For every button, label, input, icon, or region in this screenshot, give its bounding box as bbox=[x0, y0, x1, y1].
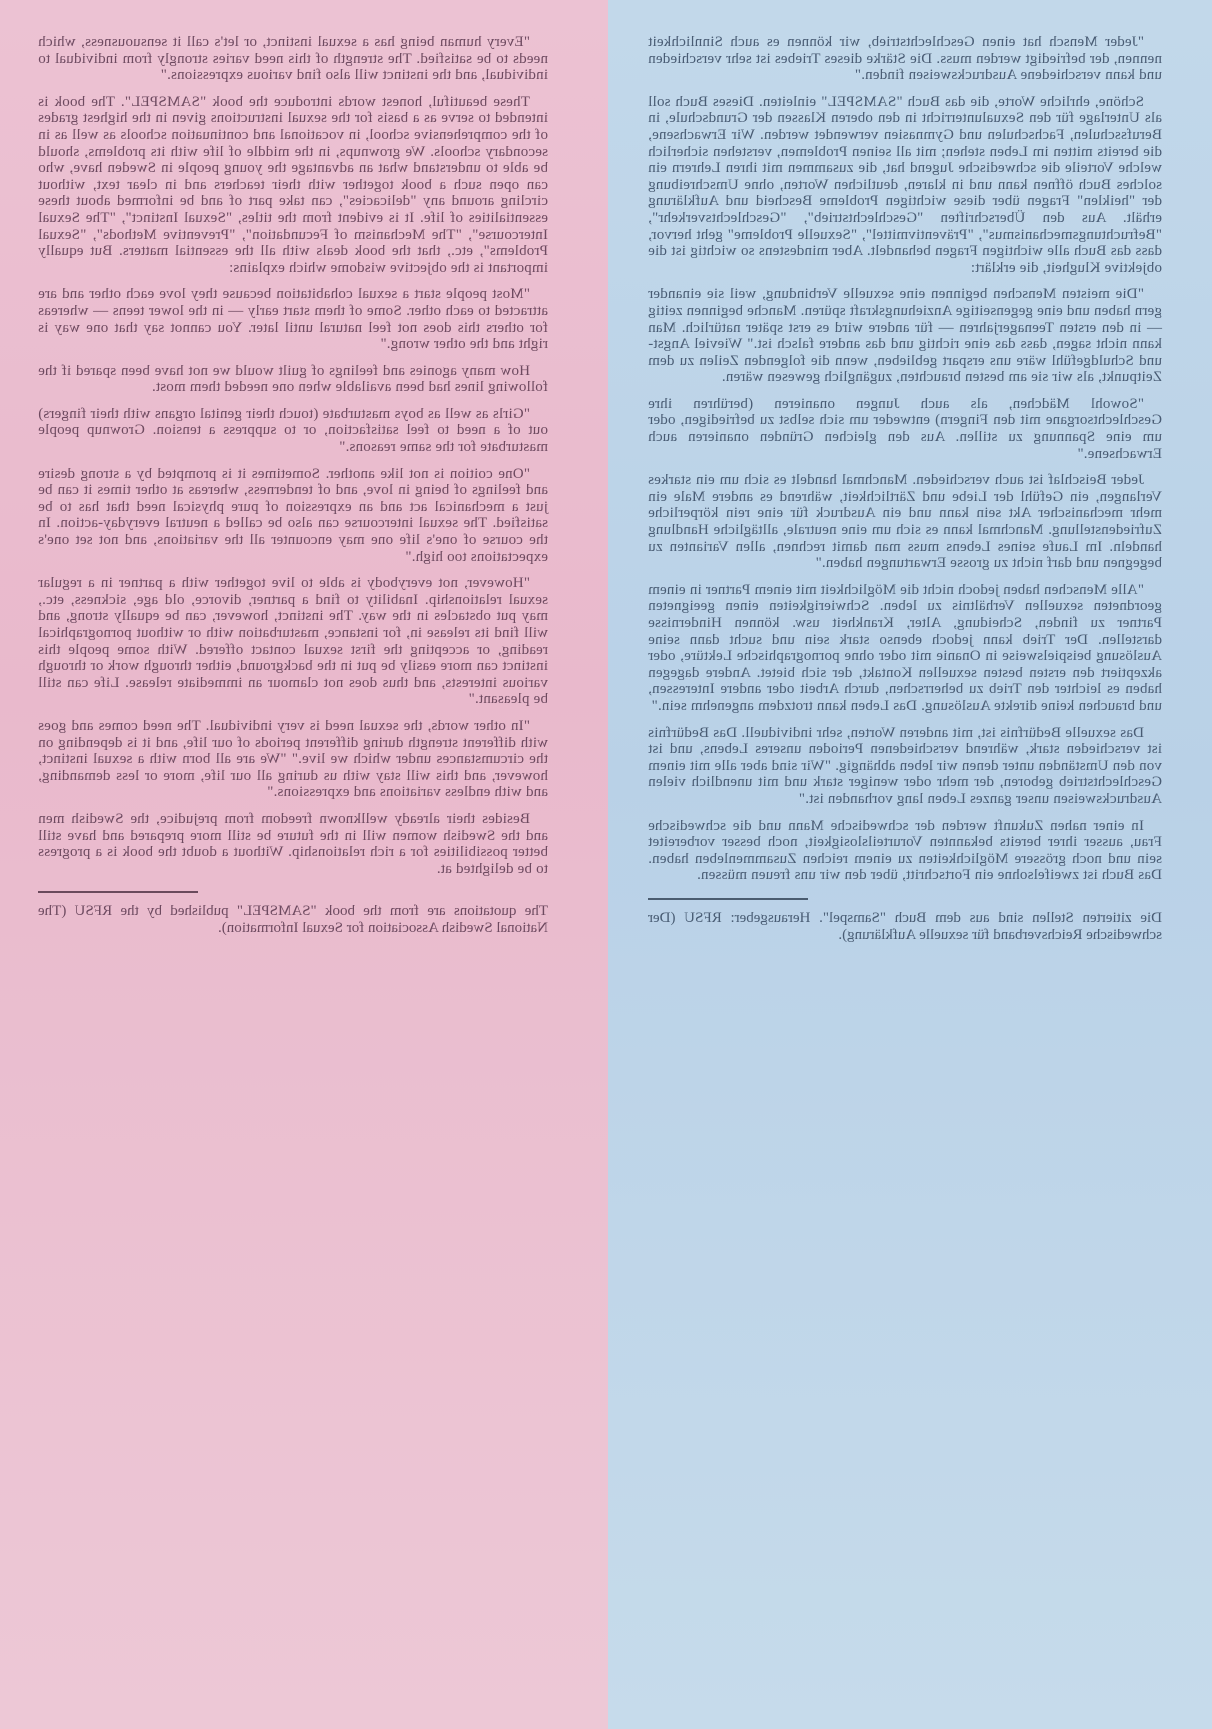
english-paragraph: These beautiful, honest words introduce the book "SAMSPEL". The book is intended to serve as a basis for the sexual instructions given in the highest grades of the comprehensive school, in vocational and continuation schools as well as in secondary schools. We grownups, in the middle of life with its problems, should be able to understand what an advantage the young people in Sweden have, who can open such a book together with their teachers and in clear text, without circling around any "delicacies", can take part of and be informed about these essentialities of life. It is evident from the titles, "Sexual Instinct", "The Sexual Intercourse", "The Mechanism of Fecundation", "Preventive Methods", "Sexual Problems", etc., that the book deals with all the essential matters. But equally important is the objective wisdome which explains: bbox=[38, 93, 548, 276]
german-paragraph: "Alle Menschen haben jedoch nicht die Möglichkeit mit einem Partner in einem geordneten sexuellen Verhältnis zu leben. Schwierigkeiten einen geeigneten Partner zu finden, Scheidung, Alter, Krankheit usw. können Hindernisse darstellen. Der Trieb kann jedoch ebenso stark sein und sucht dann seine Auslösung beispielsweise in Onanie mit oder ohne pornographische Lektüre, oder akzeptiert den ersten besten sexuellen Kontakt, der sich bietet. Andere dagegen haben es leichter den Trieb zu beherrschen, durch Arbeit oder andere Interessen, und brauchen keine direkte Auslösung. Das Leben kann trotzdem angenehm sein." bbox=[648, 581, 1162, 714]
german-column-mirrored bbox=[608, 0, 1212, 1729]
german-paragraph: Das sexuelle Bedürfnis ist, mit anderen Worten, sehr individuell. Das Bedürfnis ist verschieden stark, während verschiedenen Perioden unseres Lebens, und ist von den Umständen unter denen wir leben abhängig. "Wir sind aber alle mit einem Geschlechtstrieb geboren, der mehr oder weniger stark und mit unendlich vielen Ausdrucksweisen unser ganzes Leben lang vorhanden ist." bbox=[648, 724, 1162, 807]
english-paragraph: "Every human being has a sexual instinct, or let's call it sensuousness, which needs to be satisfied. The strength of this need varies strongly from individual to individual, and the instinct will also find various expressions." bbox=[38, 34, 548, 84]
english-divider bbox=[38, 891, 198, 893]
english-paragraph: "However, not everybody is able to live together with a partner in a regular sexual relationship. Inability to find a partner, divorce, old age, sickness, etc., may put obstacles in the way. The instinct, however, can be equally strong, and will find its release in, for instance, masturbation with or without pornographical reading, or accepting the first sexual contact offered. With some people this instinct can more easily be put in the background, either through work or through various interests, and thus does not clamour an immediate release. Life can still be pleasant." bbox=[38, 575, 548, 708]
english-text bbox=[38, 34, 548, 877]
german-paragraph: "Die meisten Menschen beginnen eine sexuelle Verbindung, weil sie einander gern haben und eine gegenseitige Anziehungskraft spüren. Manche beginnen zeitig — in den ersten Teenagerjahren — für andere wird es erst später natürlich. Man kann nicht sagen, dass das eine richtig und das andere falsch ist." Wieviel Angst- und Schuldgefühl wäre uns erspart geblieben, wenn die folgenden Zeilen zu dem Zeitpunkt, als wir sie am besten brauchten, zugänglich gewesen wären. bbox=[648, 286, 1162, 386]
english-paragraph: "Most people start a sexual cohabitation because they love each other and are attracted to each other. Some of them start early — in the lower teens — whereas for others this does not feel natural until later. You cannot say that one way is right and the other wrong." bbox=[38, 286, 548, 353]
german-paragraph: "Sowohl Mädchen, als auch Jungen onanieren (berühren ihre Geschlechtsorgane mit den Fingern) entweder um sich selbst zu befriedigen, oder um eine Spannung zu stillen. Aus den gleichen Gründen onanieren auch Erwachsene." bbox=[648, 395, 1162, 462]
german-paragraph: In einer nahen Zukunft werden der schwedische Mann und die schwedische Frau, ausser ihrer bereits bekannten Vorurteilslosigkeit, noch besser vorbereitet sein und noch grössere Möglichkeiten zu einem reichen Zusammenleben haben. Das Buch ist zweifelsohne ein Fortschritt, über den wir uns freuen müssen. bbox=[648, 817, 1162, 884]
english-paragraph: Besides their already wellknown freedom from prejudice, the Swedish men and the Swedish women will in the future be still more prepared and have still better possibilities for a rich relationship. Without a doubt the book is a progress to be delighted at. bbox=[38, 810, 548, 877]
english-paragraph: "In other words, the sexual need is very individual. The need comes and goes with different strength during different periods of our life, and it is depending on the circumstances under which we live." "We are all born with a sexual instinct, however, and this will stay with us during all our life, more or less demanding, and with endless variations and expressions." bbox=[38, 717, 548, 801]
german-paragraph: "Jeder Mensch hat einen Geschlechtstrieb, wir können es auch Sinnlichkeit nennen, der befriedigt werden muss. Die Stärke dieses Triebes ist sehr verschieden und kann verschiedene Ausdrucksweisen finden." bbox=[648, 34, 1162, 84]
english-paragraph: "Girls as well as boys masturbate (touch their genital organs with their fingers) out of a need to feel satisfaction, or to suppress a tension. Grownup people masturbate for the same reasons." bbox=[38, 405, 548, 456]
german-source-note: Die zitierten Stellen sind aus dem Buch "Samspel". Herausgeber: RFSU (Der schwedische Reichsverband für sexuelle Aufklärung). bbox=[648, 909, 1162, 943]
german-paragraph: Schöne, ehrliche Worte, die das Buch "SAMSPEL" einleiten. Dieses Buch soll als Unterlage für den Sexualunterricht in den oberen Klassen der Grundschule, in Berufsschulen, Fachschulen und Gymnasien verwendet werden. Wir Erwachsene, die bereits mitten im Leben stehen; mit all seinen Problemen, verstehen sicherlich welche Vorteile die schwedische Jugend hat, die zusammen mit ihren Lehrern ein solches Buch öffnen kann und in klaren, deutlichen Worten, ohne Umschreibung der "heiklen" Fragen über diese wichtigen Probleme Bescheid und Aufklärung erhält. Aus den Überschriften "Geschlechtstrieb", "Geschlechtsverkehr", "Befruchtungsmechanismus", "Präventivmittel", "Sexuelle Probleme" geht hervor, dass das Buch alle wichtigen Fragen behandelt. Aber mindestens so wichtig ist die objektive Klugheit, die erklärt: bbox=[648, 93, 1162, 276]
english-source-note: The quotations are from the book "SAMSPEL" published by the RFSU (The National Swedish Association for Sexual Information). bbox=[38, 903, 548, 936]
english-paragraph: How many agonies and feelings of guilt would we not have been spared if the following lines had been available when one needed them most. bbox=[38, 362, 548, 396]
german-paragraph: Jeder Beischlaf ist auch verschieden. Manchmal handelt es sich um ein starkes Verlangen, ein Gefühl der Liebe und Zärtlichkeit, während es andere Male ein mehr mechanischer Akt sein kann und ein Ausdruck für eine rein körperliche Zufriedenstellung. Manchmal kann es sich um eine neutrale, alltägliche Handlung handeln. Im Laufe seines Lebens muss man damit rechnen, allen Varianten zu begegnen und darf nicht zu grosse Erwartungen haben." bbox=[648, 472, 1162, 572]
german-divider bbox=[648, 898, 808, 900]
german-text bbox=[648, 34, 1162, 884]
english-paragraph: "One coition is not like another. Sometimes it is prompted by a strong desire and feelings of being in love, and of tenderness, whereas at other times it can be just a mechanical act and an expression of pure physical need that has to be satisfied. The sexual intercourse can also be called a neutral everyday-action. In the course of one's life one may encounter all the variations, and not set one's expectations too high." bbox=[38, 465, 548, 565]
german-column bbox=[608, 0, 1212, 1729]
